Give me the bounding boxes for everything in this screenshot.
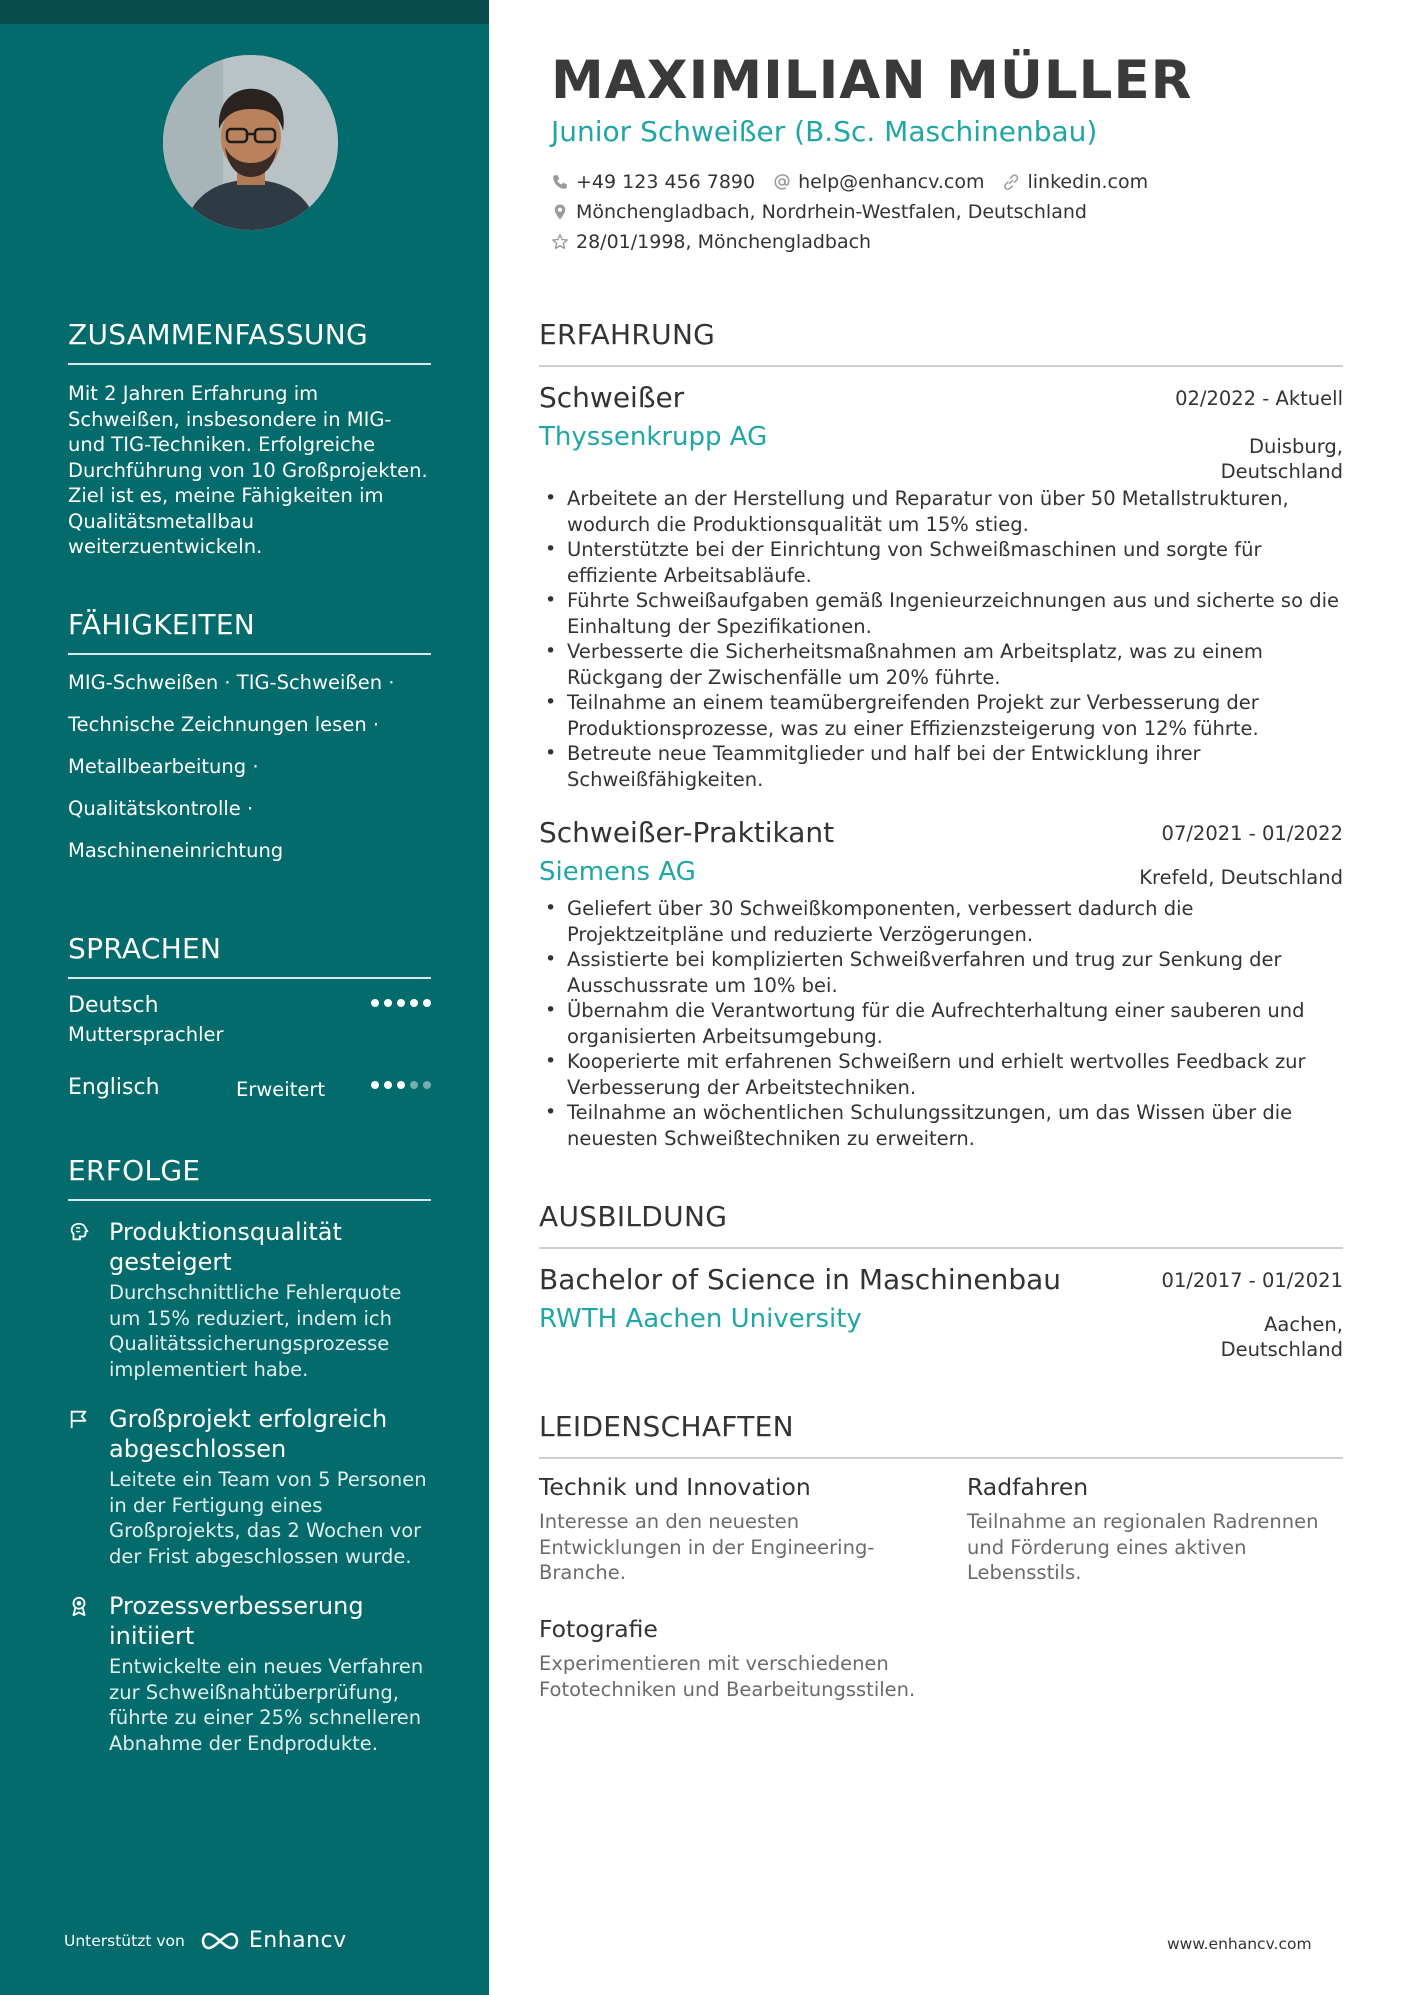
languages-heading: SPRACHEN	[68, 932, 431, 979]
job-bullets	[539, 896, 1343, 1151]
footer-url[interactable]: www.enhancv.com	[1167, 1935, 1312, 1953]
bullet-item: • Teilnahme an einem teamübergreifenden Projekt zur Verbesserung der Produktionsprozesse, was zu einer Effizienzsteigerung von 12% führte.	[539, 690, 1343, 741]
skills-list	[68, 670, 431, 864]
contact-email[interactable]	[773, 171, 984, 193]
degree-title: Bachelor of Science in Maschinenbau	[539, 1263, 1062, 1296]
education-location	[1162, 1312, 1343, 1362]
job-entry	[539, 816, 1343, 1151]
contact-row	[551, 171, 1148, 193]
summary-text: Mit 2 Jahren Erfahrung im Schweißen, insbesondere in MIG- und TIG-Techniken. Erfolgreiche Durchführung von 10 Großprojekten. Ziel ist es, meine Fähigkeiten im Qualitätsmetallbau weiterzuentwickeln.	[68, 382, 428, 558]
experience-heading: ERFAHRUNG	[539, 318, 1343, 367]
skill-line: Technische Zeichnungen lesen ·	[68, 713, 380, 736]
passion-description: Experimentieren mit verschiedenen Fototechniken und Bearbeitungsstilen.	[539, 1652, 916, 1701]
enhancv-logo[interactable]	[197, 1928, 347, 1953]
job-date: 02/2022 - Aktuell	[1175, 387, 1343, 410]
bullet-item: • Kooperierte mit erfahrenen Schweißern und erhielt wertvolles Feedback zur Verbesserung der Arbeitstechniken.	[539, 1049, 1343, 1100]
job-location	[1175, 434, 1343, 484]
language-rating	[371, 999, 431, 1007]
bullet-item: • Arbeitete an der Herstellung und Reparatur von über 50 Metallstrukturen, wodurch die Produktionsqualität um 15% stieg.	[539, 486, 1343, 537]
language-name: Englisch	[68, 1075, 160, 1100]
language-item	[68, 1075, 431, 1157]
bullet-item: • Betreute neue Teammitglieder und half bei der Entwicklung ihrer Schweißfähigkeiten.	[539, 741, 1343, 792]
rating-dot-filled	[371, 1081, 379, 1089]
powered-by	[64, 1928, 347, 1953]
passion-item	[539, 1473, 929, 1586]
job-location-line: Deutschland	[1220, 460, 1343, 483]
language-level: Erweitert	[236, 1078, 326, 1101]
at-icon	[773, 173, 791, 191]
bullet-item: • Assistierte bei komplizierten Schweißverfahren und trug zur Senkung der Ausschussrate um 10% bei.	[539, 947, 1343, 998]
rating-dot-empty	[423, 1081, 431, 1089]
candidate-name: MAXIMILIAN MÜLLER	[551, 50, 1193, 111]
birth-text: 28/01/1998, Mönchengladbach	[576, 231, 872, 253]
education-entry	[539, 1263, 1343, 1362]
skill-line: Metallbearbeitung ·	[68, 755, 259, 778]
school-name: RWTH Aachen University	[539, 1304, 862, 1334]
job-location-line: Duisburg,	[1249, 435, 1343, 458]
education-location-line: Deutschland	[1220, 1338, 1343, 1361]
achievements-section	[68, 1154, 431, 1756]
job-entry	[539, 381, 1343, 792]
education-section	[539, 1200, 1343, 1362]
company-name: Thyssenkrupp AG	[539, 422, 768, 452]
job-title: Schweißer-Praktikant	[539, 816, 835, 849]
summary-heading: ZUSAMMENFASSUNG	[68, 318, 431, 365]
achievement-description: Durchschnittliche Fehlerquote um 15% reduziert, indem ich Qualitätssicherungsprozesse implementiert habe.	[109, 1281, 402, 1381]
skill-line: MIG-Schweißen · TIG-Schweißen ·	[68, 671, 395, 694]
job-location	[1139, 865, 1343, 890]
location-row	[551, 201, 1087, 223]
achievement-title: Produktionsqualität gesteigert	[109, 1218, 342, 1276]
education-location-line: Aachen,	[1264, 1313, 1343, 1336]
rating-dot-filled	[397, 1081, 405, 1089]
avatar	[163, 55, 338, 230]
experience-section	[539, 318, 1343, 1151]
education-heading: AUSBILDUNG	[539, 1200, 1343, 1249]
achievement-title: Prozessverbesserung initiiert	[109, 1592, 364, 1650]
passion-title: Radfahren	[967, 1473, 1089, 1501]
profile-photo	[163, 55, 338, 230]
language-name: Deutsch	[68, 993, 159, 1018]
contact-location	[551, 201, 1087, 223]
link-icon	[1002, 173, 1020, 191]
passion-title: Fotografie	[539, 1615, 658, 1643]
contact-phone[interactable]	[551, 171, 755, 193]
sidebar	[0, 0, 489, 1995]
achievement-item	[68, 1217, 431, 1382]
bullet-item: • Geliefert über 30 Schweißkomponenten, verbessert dadurch die Projektzeitpläne und reduzierte Verzögerungen.	[539, 896, 1343, 947]
language-item	[68, 993, 431, 1075]
job-title-headline: Junior Schweißer (B.Sc. Maschinenbau)	[551, 115, 1098, 148]
website-text: linkedin.com	[1027, 171, 1149, 193]
job-title: Schweißer	[539, 381, 685, 414]
passion-item	[967, 1473, 1343, 1586]
passion-description: Interesse an den neuesten Entwicklungen in der Engineering-Branche.	[539, 1510, 875, 1584]
email-text: help@enhancv.com	[798, 171, 985, 193]
phone-icon	[551, 173, 569, 191]
education-date: 01/2017 - 01/2021	[1161, 1269, 1343, 1292]
skill-line: Qualitätskontrolle ·	[68, 797, 254, 820]
rating-dot-filled	[371, 999, 379, 1007]
sidebar-top-bar	[0, 0, 489, 24]
skill-line: Maschineneinrichtung	[68, 839, 284, 862]
language-proficiency: Muttersprachler	[68, 1023, 224, 1046]
award-icon	[68, 1595, 90, 1617]
infinity-logo-icon	[197, 1929, 243, 1953]
star-icon	[551, 233, 569, 251]
summary-section	[68, 318, 431, 560]
birth-row	[551, 231, 871, 253]
location-text: Mönchengladbach, Nordrhein-Westfalen, Deutschland	[576, 201, 1087, 223]
rating-dot-filled	[397, 999, 405, 1007]
job-location-line: Krefeld, Deutschland	[1139, 866, 1343, 889]
rating-dot-empty	[410, 1081, 418, 1089]
rating-dot-filled	[410, 999, 418, 1007]
achievements-heading: ERFOLGE	[68, 1154, 431, 1201]
company-name: Siemens AG	[539, 857, 696, 887]
location-pin-icon	[551, 203, 569, 221]
powered-by-label: Unterstützt von	[64, 1931, 185, 1950]
passion-description: Teilnahme an regionalen Radrennen und Förderung eines aktiven Lebensstils.	[967, 1510, 1319, 1584]
achievement-item	[68, 1591, 431, 1756]
phone-text: +49 123 456 7890	[576, 171, 756, 193]
enhancv-brand: Enhancv	[248, 1928, 347, 1953]
rating-dot-filled	[384, 999, 392, 1007]
rating-dot-filled	[423, 999, 431, 1007]
rating-dot-filled	[384, 1081, 392, 1089]
languages-section	[68, 932, 431, 1157]
achievement-description: Leitete ein Team von 5 Personen in der Fertigung eines Großprojekts, das 2 Wochen vor der Frist abgeschlossen wurde.	[109, 1468, 427, 1568]
passions-section	[539, 1410, 1343, 1701]
bullet-item: • Übernahm die Verantwortung für die Aufrechterhaltung einer sauberen und organisierten Arbeitsumgebung.	[539, 998, 1343, 1049]
passions-heading: LEIDENSCHAFTEN	[539, 1410, 1343, 1459]
bullet-item: • Unterstützte bei der Einrichtung von Schweißmaschinen und sorgte für effiziente Arbeitsabläufe.	[539, 537, 1343, 588]
brain-icon	[68, 1221, 90, 1243]
language-rating	[371, 1081, 431, 1089]
flag-icon	[68, 1408, 90, 1430]
achievement-item	[68, 1404, 431, 1569]
passion-item	[539, 1615, 929, 1702]
contact-website[interactable]	[1002, 171, 1148, 193]
job-bullets	[539, 486, 1343, 792]
bullet-item: • Verbesserte die Sicherheitsmaßnahmen am Arbeitsplatz, was zu einem Rückgang der Zwischenfälle um 20% führte.	[539, 639, 1343, 690]
bullet-item: • Teilnahme an wöchentlichen Schulungssitzungen, um das Wissen über die neuesten Schweißtechniken zu erweitern.	[539, 1100, 1343, 1151]
job-date: 07/2021 - 01/2022	[1161, 822, 1343, 845]
contact-birth	[551, 231, 871, 253]
skills-heading: FÄHIGKEITEN	[68, 608, 431, 655]
bullet-item: • Führte Schweißaufgaben gemäß Ingenieurzeichnungen aus und sicherte so die Einhaltung der Spezifikationen.	[539, 588, 1343, 639]
skills-section	[68, 608, 431, 864]
achievement-title: Großprojekt erfolgreich abgeschlossen	[109, 1405, 388, 1463]
passion-title: Technik und Innovation	[539, 1473, 811, 1501]
achievement-description: Entwickelte ein neues Verfahren zur Schweißnahtüberprüfung, führte zu einer 25% schnelleren Abnahme der Endprodukte.	[109, 1655, 424, 1755]
